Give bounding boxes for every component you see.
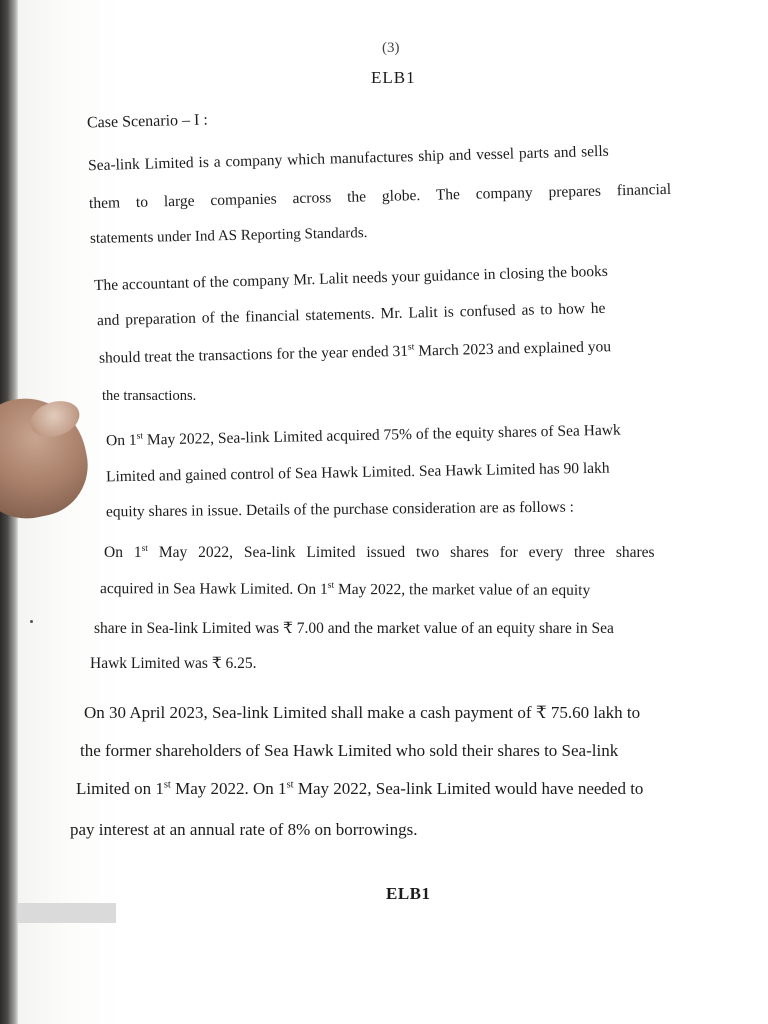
para4-line1: On 1st May 2022, Sea-link Limited issued two shares for every three shares (104, 542, 655, 561)
para2-line1: The accountant of the company Mr. Lalit needs your guidance in closing the books (93, 262, 609, 295)
page-number: (3) (382, 40, 400, 56)
para4-line3: share in Sea-link Limited was ₹ 7.00 and the market value of an equity share in Sea (94, 620, 614, 637)
scan-artifact-band (18, 903, 116, 923)
para3-line1: On 1st May 2022, Sea-link Limited acquired 75% of the equity shares of Sea Hawk (105, 421, 621, 450)
para2-line2: and preparation of the financial statements. Mr. Lalit is confused as to how he (96, 299, 606, 330)
para1-line1: Sea-link Limited is a company which manufactures ship and vessel parts and sells (87, 142, 609, 175)
para5-line2: the former shareholders of Sea Hawk Limited who sold their shares to Sea-link (80, 741, 619, 760)
para1-line2: them to large companies across the globe. The company prepares financial (88, 180, 672, 213)
para4-line4: Hawk Limited was ₹ 6.25. (90, 655, 257, 672)
paper-code-top: ELB1 (371, 68, 416, 87)
para3-line2: Limited and gained control of Sea Hawk Limited. Sea Hawk Limited has 90 lakh (105, 459, 610, 486)
para2-line4: the transactions. (102, 388, 197, 404)
case-scenario-heading: Case Scenario – I : (86, 111, 209, 132)
scan-speck (30, 620, 33, 623)
para5-line4: pay interest at an annual rate of 8% on borrowings. (70, 820, 418, 839)
para5-line3: Limited on 1st May 2022. On 1st May 2022, Sea-link Limited would have needed to (76, 779, 644, 798)
para3-line3: equity shares in issue. Details of the purchase consideration are as follows : (105, 498, 574, 521)
para5-line1: On 30 April 2023, Sea-link Limited shall make a cash payment of ₹ 75.60 lakh to (84, 703, 641, 722)
para2-line3: should treat the transactions for the year ended 31st March 2023 and explained you (98, 338, 612, 367)
para1-line3: statements under Ind AS Reporting Standards. (89, 225, 368, 247)
paper-code-bottom: ELB1 (386, 884, 431, 903)
para4-line2: acquired in Sea Hawk Limited. On 1st May 2022, the market value of an equity (99, 579, 591, 599)
